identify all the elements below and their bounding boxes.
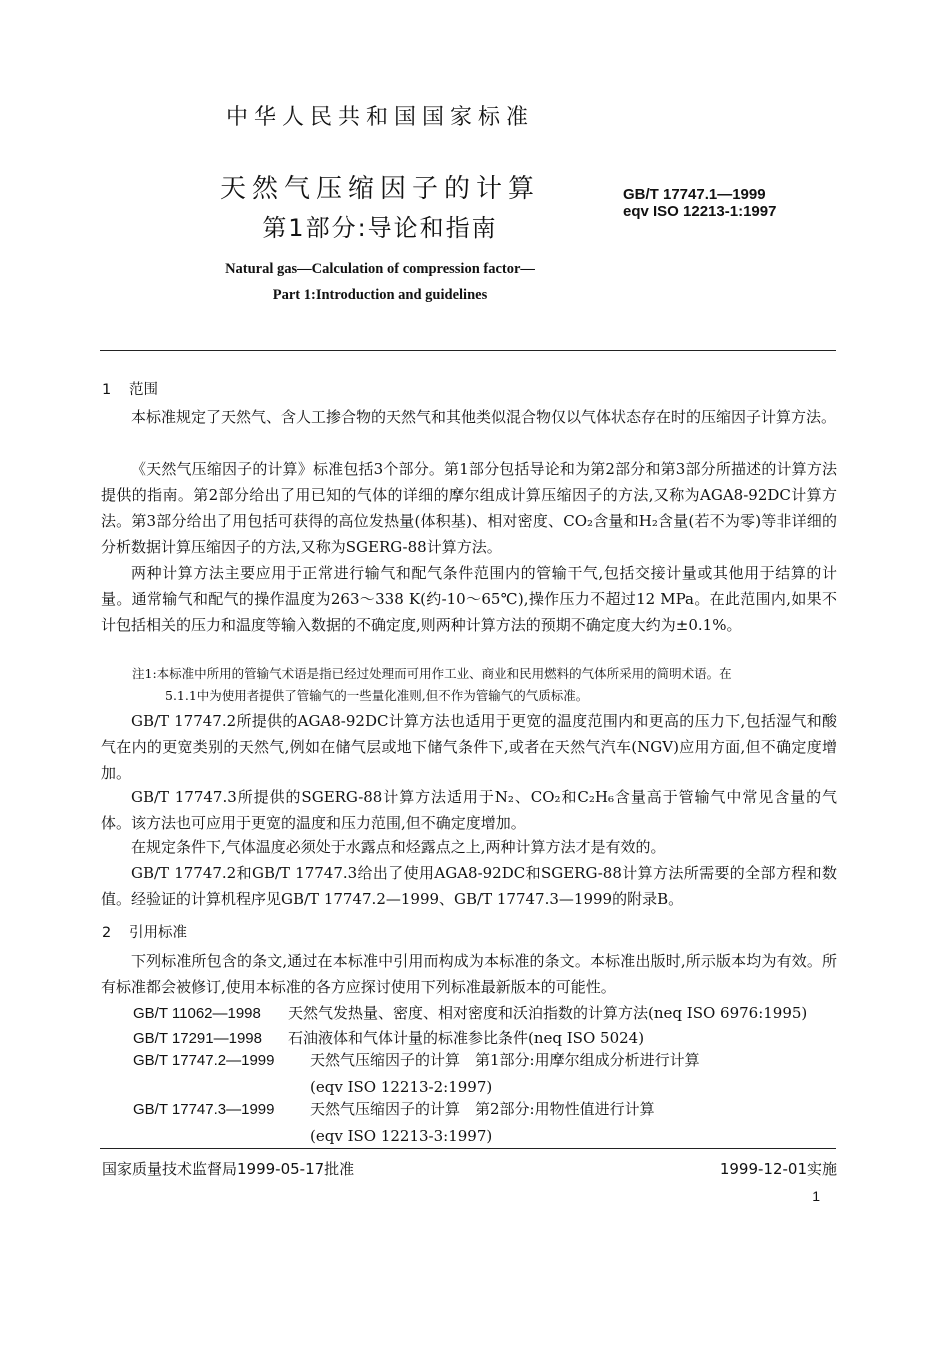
reference-equivalent: (eqv ISO 12213-2:1997) <box>310 1078 493 1096</box>
english-title-line2: Part 1:Introduction and guidelines <box>272 287 488 303</box>
paragraph: GB/T 17747.2所提供的AGA8-92DC计算方法也适用于更宽的温度范围内和更高的压力下,包括湿气和酸气在内的更宽类别的天然气,例如在储气层或地下储气条件下,或者在天然气汽车(NGV)应用方面,但不确定度增加。 <box>101 712 837 782</box>
header-divider <box>100 350 836 351</box>
paragraph: 下列标准所包含的条文,通过在本标准中引用而构成为本标准的条文。本标准出版时,所示版本均为有效。所有标准都会被修订,使用本标准的各方应探讨使用下列标准最新版本的可能性。 <box>101 952 837 996</box>
reference-title: 天然气压缩因子的计算 第2部分:用物性值进行计算 <box>310 1100 655 1118</box>
implementation-date: 1999-12-01实施 <box>719 1160 837 1178</box>
document-title: 天然气压缩因子的计算 <box>219 174 540 204</box>
approval-note: 国家质量技术监督局1999-05-17批准 <box>102 1160 355 1178</box>
reference-code: GB/T 17291—1998 <box>133 1030 262 1047</box>
reference-title: 石油液体和气体计量的标准参比条件(neq ISO 5024) <box>288 1029 645 1047</box>
section-number: 1 <box>102 382 112 398</box>
paragraph: GB/T 17747.3所提供的SGERG-88计算方法适用于N₂、CO₂和C₂H₆含量高于管输气中常见含量的气体。该方法也可应用于更宽的温度和压力范围,但不确定度增加。 <box>101 788 837 832</box>
reference-item <box>133 1000 807 1027</box>
reference-code: GB/T 11062—1998 <box>133 1005 261 1022</box>
standard-number: GB/T 17747.1—1999 <box>623 186 766 203</box>
paragraph: 在规定条件下,气体温度必须处于水露点和烃露点之上,两种计算方法才是有效的。 <box>131 838 666 856</box>
paragraph: 《天然气压缩因子的计算》标准包括3个部分。第1部分包括导论和为第2部分和第3部分所描述的计算方法提供的指南。第2部分给出了用已知的气体的详细的摩尔组成计算压缩因子的方法,又称为AGA8-92DC计算方法。第3部分给出了用包括可获得的高位发热量(体积基)、相对密度、CO₂含量和H₂含量(若不为零)等非详细的分析数据计算压缩因子的方法,又称为SGERG-88计算方法。 <box>101 460 837 556</box>
english-title-line1: Natural gas—Calculation of compression factor— <box>225 261 535 277</box>
reference-code: GB/T 17747.3—1999 <box>133 1101 275 1118</box>
reference-title: 天然气压缩因子的计算 第1部分:用摩尔组成分析进行计算 <box>310 1051 700 1069</box>
reference-item <box>133 1047 700 1100</box>
section-2-heading <box>102 921 187 942</box>
reference-code: GB/T 17747.2—1999 <box>133 1052 275 1069</box>
section-title: 范围 <box>129 382 158 398</box>
paragraph: 两种计算方法主要应用于正常进行输气和配气条件范围内的管输干气,包括交接计量或其他用于结算的计量。通常输气和配气的操作温度为263～338 K(约-10～65℃),操作压力不超过12 MPa。在此范围内,如果不计包括相关的压力和温度等输入数据的不确定度,则两种计算方法的预期不确定度大约为±0.1%。 <box>101 564 837 634</box>
section-1-heading <box>102 378 158 399</box>
note <box>132 663 838 707</box>
reference-title: 天然气发热量、密度、相对密度和沃泊指数的计算方法(neq ISO 6976:1995) <box>288 1004 808 1022</box>
paragraph: GB/T 17747.2和GB/T 17747.3给出了使用AGA8-92DC和SGERG-88计算方法所需要的全部方程和数值。经验证的计算机程序见GB/T 17747.2—1999、GB/T 17747.3—1999的附录B。 <box>101 864 837 908</box>
footer-divider <box>100 1148 836 1149</box>
note-line: 5.1.1中为使用者提供了管输气的一些量化准则,但不作为管输气的气质标准。 <box>165 688 589 703</box>
paragraph: 本标准规定了天然气、含人工掺合物的天然气和其他类似混合物仅以气体状态存在时的压缩因子计算方法。 <box>131 408 837 426</box>
section-number: 2 <box>102 925 112 941</box>
reference-equivalent: (eqv ISO 12213-3:1997) <box>310 1127 493 1145</box>
national-standard-header: 中华人民共和国国家标准 <box>225 105 534 130</box>
note-line: 注1:本标准中所用的管输气术语是指已经过处理而可用作工业、商业和民用燃料的气体所采用的简明术语。在 <box>132 666 732 681</box>
section-title: 引用标准 <box>129 925 187 941</box>
document-subtitle: 第1部分:导论和指南 <box>262 214 498 242</box>
reference-item <box>133 1096 655 1149</box>
page-number: 1 <box>812 1188 820 1204</box>
equivalent-standard: eqv ISO 12213-1:1997 <box>623 203 777 220</box>
